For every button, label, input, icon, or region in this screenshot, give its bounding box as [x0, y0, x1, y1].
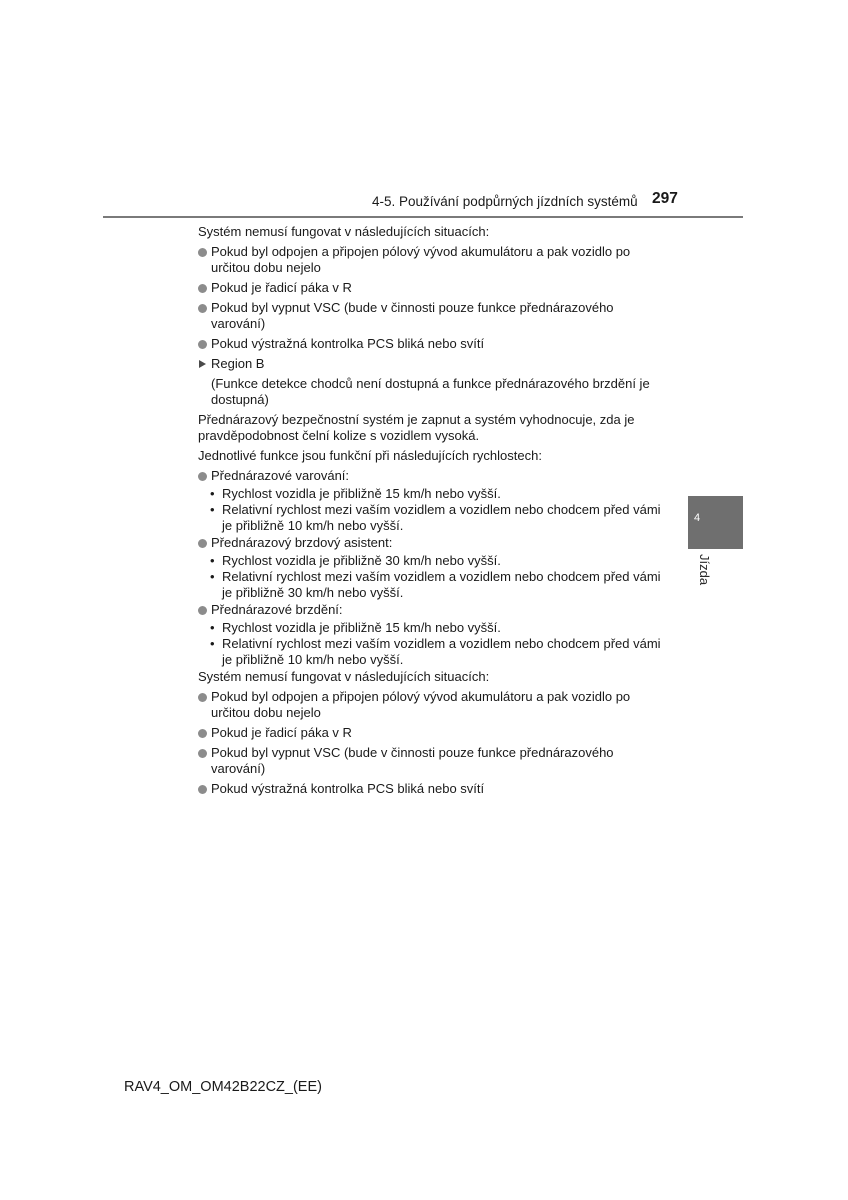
function-name: Přednárazové brzdění: [211, 602, 343, 617]
dot-bullet-icon: • [210, 569, 215, 584]
circle-bullet-icon [198, 248, 207, 257]
circle-bullet-icon [198, 729, 207, 738]
dot-bullet-icon: • [210, 620, 215, 635]
header-rule [103, 216, 743, 218]
intro-text: Systém nemusí fungovat v následujících situacích: [198, 224, 490, 239]
list-item-text: Pokud je řadicí páka v R [211, 725, 352, 740]
circle-bullet-icon [198, 785, 207, 794]
condition-item [198, 502, 664, 534]
list-item [198, 689, 664, 721]
region-label: Region B [211, 356, 265, 371]
list-item-text: Pokud výstražná kontrolka PCS bliká nebo svítí [211, 781, 485, 796]
list-item [198, 244, 664, 276]
dot-bullet-icon: • [210, 502, 215, 517]
condition-text: Rychlost vozidla je přibližně 30 km/h nebo vyšší. [222, 553, 501, 568]
list-item [198, 725, 664, 741]
circle-bullet-icon [198, 284, 207, 293]
triangle-bullet-icon [199, 360, 206, 368]
circle-bullet-icon [198, 749, 207, 758]
circle-bullet-icon [198, 304, 207, 313]
function-name: Přednárazový brzdový asistent: [211, 535, 393, 550]
dot-bullet-icon: • [210, 486, 215, 501]
circle-bullet-icon [198, 539, 207, 548]
page-number: 297 [652, 190, 678, 207]
page-content [198, 224, 664, 801]
function-item [198, 468, 664, 484]
condition-item [198, 553, 664, 569]
list-item [198, 781, 664, 797]
list-item-text: Pokud byl vypnut VSC (bude v činnosti pouze funkce přednárazového varování) [211, 300, 614, 331]
footer-code: RAV4_OM_OM42B22CZ_(EE) [124, 1079, 322, 1095]
list-item [198, 280, 664, 296]
list-item-text: Pokud byl odpojen a připojen pólový vývod akumulátoru a pak vozidlo po určitou dobu nejelo [211, 244, 631, 275]
condition-list [198, 486, 664, 534]
condition-text: Relativní rychlost mezi vaším vozidlem a vozidlem nebo chodcem před vámi je přibližně 10 km/h nebo vyšší. [222, 502, 661, 533]
list-item [198, 336, 664, 352]
condition-text: Relativní rychlost mezi vaším vozidlem a vozidlem nebo chodcem před vámi je přibližně 30 km/h nebo vyšší. [222, 569, 661, 600]
dot-bullet-icon: • [210, 636, 215, 651]
intro-text: Systém nemusí fungovat v následujících situacích: [198, 669, 490, 684]
paragraph: Jednotlivé funkce jsou funkční při následujících rychlostech: [198, 448, 542, 463]
list-item-text: Pokud byl odpojen a připojen pólový vývod akumulátoru a pak vozidlo po určitou dobu nejelo [211, 689, 631, 720]
list-item-text: Pokud je řadicí páka v R [211, 280, 352, 295]
circle-bullet-icon [198, 606, 207, 615]
circle-bullet-icon [198, 472, 207, 481]
section-title: 4-5. Používání podpůrných jízdních systémů [372, 194, 638, 209]
condition-list [198, 553, 664, 601]
list-item-text: Pokud byl vypnut VSC (bude v činnosti pouze funkce přednárazového varování) [211, 745, 614, 776]
chapter-tab [688, 496, 743, 549]
list-item [198, 300, 664, 332]
condition-item [198, 636, 664, 668]
circle-bullet-icon [198, 340, 207, 349]
condition-text: Rychlost vozidla je přibližně 15 km/h nebo vyšší. [222, 620, 501, 635]
region-note: (Funkce detekce chodců není dostupná a funkce přednárazového brzdění je dostupná) [211, 376, 650, 407]
function-name: Přednárazové varování: [211, 468, 350, 483]
condition-list [198, 620, 664, 668]
function-item [198, 602, 664, 618]
chapter-number: 4 [694, 512, 701, 524]
condition-text: Rychlost vozidla je přibližně 15 km/h nebo vyšší. [222, 486, 501, 501]
condition-text: Relativní rychlost mezi vaším vozidlem a vozidlem nebo chodcem před vámi je přibližně 10 km/h nebo vyšší. [222, 636, 661, 667]
list-item-text: Pokud výstražná kontrolka PCS bliká nebo svítí [211, 336, 485, 351]
dot-bullet-icon: • [210, 553, 215, 568]
function-item [198, 535, 664, 551]
list-item [198, 745, 664, 777]
circle-bullet-icon [198, 693, 207, 702]
condition-item [198, 569, 664, 601]
condition-item [198, 620, 664, 636]
paragraph: Přednárazový bezpečnostní systém je zapnut a systém vyhodnocuje, zda je pravděpodobnost čelní kolize s vozidlem vysoká. [198, 412, 635, 443]
condition-item [198, 486, 664, 502]
region-heading [198, 356, 664, 372]
chapter-label: Jízda [697, 554, 712, 586]
